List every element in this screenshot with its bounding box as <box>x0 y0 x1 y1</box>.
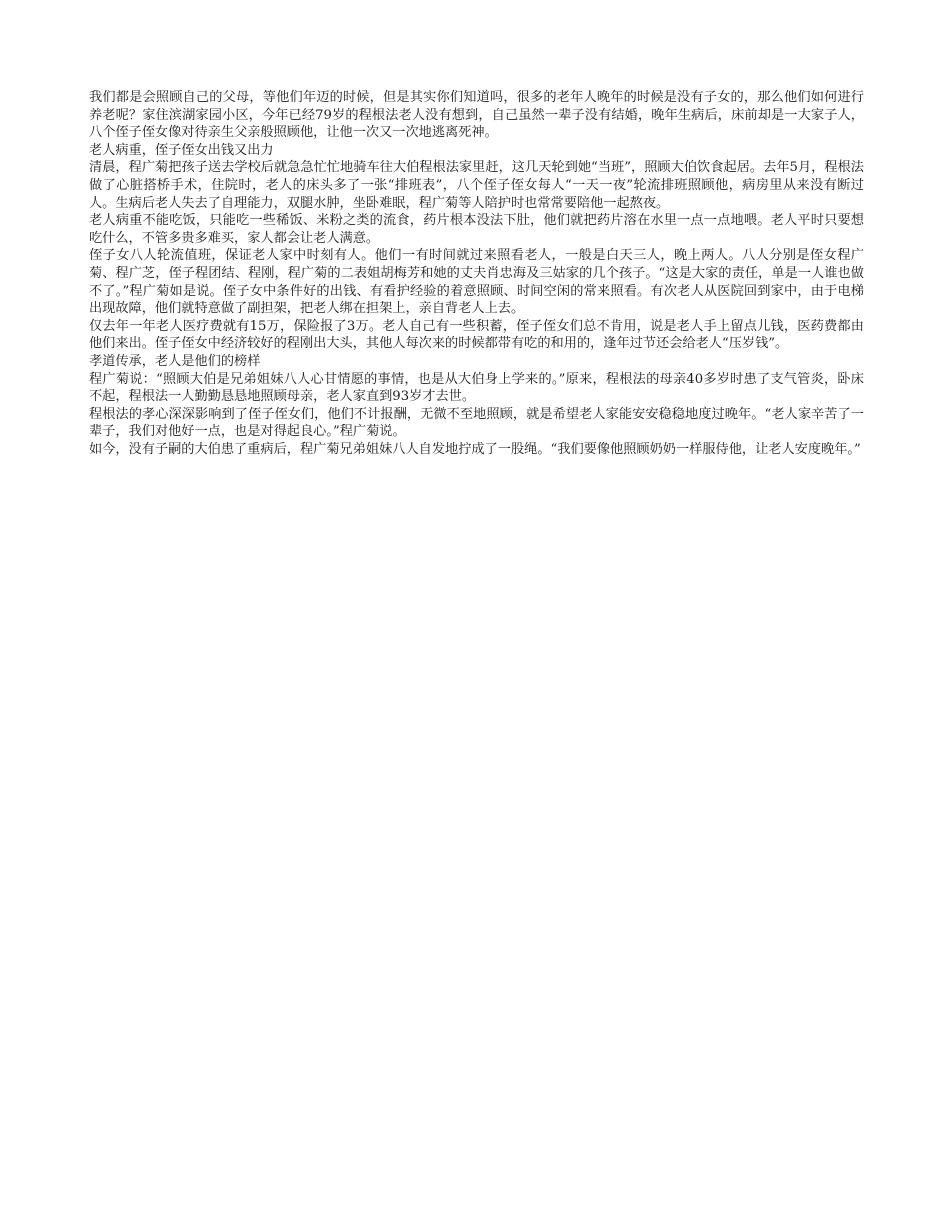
paragraph-morning-care: 清晨，程广菊把孩子送去学校后就急急忙忙地骑车往大伯程根法家里赶，这几天轮到她“当班”，照顾大伯饮食起居。去年5月，程根法做了心脏搭桥手术，住院时，老人的床头多了一张“排班表”，八个侄子侄女每人“一天一夜”轮流排班照顾他，病房里从来没有断过人。生病后老人失去了自理能力，双腿水肿，坐卧难眠，程广菊等人陪护时也常常要陪他一起熬夜。 <box>89 160 864 211</box>
paragraph-expenses: 仅去年一年老人医疗费就有15万，保险报了3万。老人自己有一些积蓄，侄子侄女们总不肯用，说是老人手上留点儿钱，医药费都由他们来出。侄子侄女中经济较好的程刚出大头，其他人每次来的时候都带有吃的和用的，逢年过节还会给老人“压岁钱”。 <box>89 318 864 352</box>
section-heading-illness: 老人病重，侄子侄女出钱又出力 <box>89 142 274 158</box>
paragraph-influence: 程根法的孝心深深影响到了侄子侄女们，他们不计报酬，无微不至地照顾，就是希望老人家能安安稳稳地度过晚年。“老人家辛苦了一辈子，我们对他好一点，也是对得起良心。”程广菊说。 <box>89 406 864 440</box>
section-heading-filial-piety: 孝道传承，老人是他们的榜样 <box>89 353 261 369</box>
paragraph-feeding: 老人病重不能吃饭，只能吃一些稀饭、米粉之类的流食，药片根本没法下肚，他们就把药片溶在水里一点一点地喂。老人平时只要想吃什么，不管多贵多难买，家人都会让老人满意。 <box>89 213 864 246</box>
closing-paragraph: 如今，没有子嗣的大伯患了重病后，程广菊兄弟姐妹八人自发地拧成了一股绳。“我们要像他照顾奶奶一样服侍他，让老人安度晚年。” <box>89 441 861 457</box>
article-body <box>89 89 864 458</box>
intro-paragraph: 我们都是会照顾自己的父母，等他们年迈的时候，但是其实你们知道吗，很多的老年人晚年的时候是没有子女的，那么他们如何进行养老呢？家住滨湖家园小区，今年已经79岁的程根法老人没有想到，自己虽然一辈子没有结婚，晚年生病后，床前却是一大家子人，八个侄子侄女像对待亲生父亲般照顾他，让他一次又一次地逃离死神。 <box>89 90 864 141</box>
paragraph-shifts: 侄子女八人轮流值班，保证老人家中时刻有人。他们一有时间就过来照看老人，一般是白天三人，晚上两人。八人分别是侄女程广菊、程广芝，侄子程团结、程刚，程广菊的二表姐胡梅芳和她的丈夫肖忠海及三姑家的几个孩子。“这是大家的责任，单是一人谁也做不了。”程广菊如是说。侄子女中条件好的出钱、有看护经验的着意照顾、时间空闲的常来照看。有次老人从医院回到家中，由于电梯出现故障，他们就特意做了副担架，把老人绑在担架上，亲自背老人上去。 <box>89 248 864 317</box>
paragraph-role-model: 程广菊说：“照顾大伯是兄弟姐妹八人心甘情愿的事情，也是从大伯身上学来的。”原来，程根法的母亲40多岁时患了支气管炎，卧床不起，程根法一人勤勤恳恳地照顾母亲，老人家直到93岁才去世。 <box>89 371 864 405</box>
